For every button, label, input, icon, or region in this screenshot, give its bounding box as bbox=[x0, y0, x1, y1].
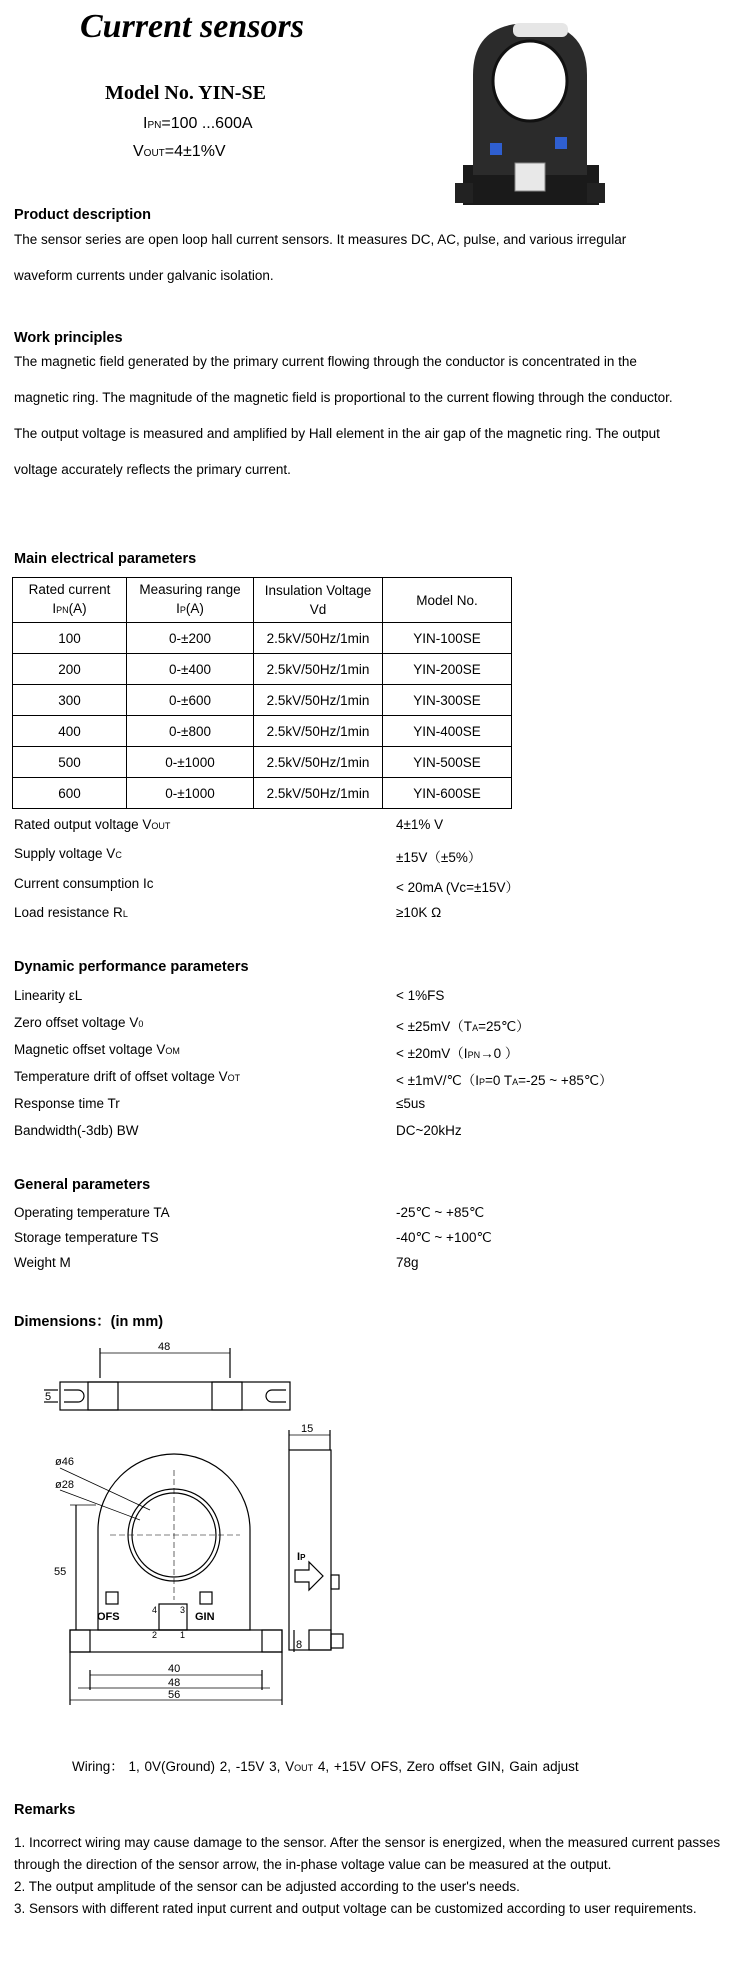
param-label: Supply voltage VC bbox=[14, 846, 122, 861]
dim-55: 55 bbox=[54, 1566, 67, 1578]
th-model-no: Model No. bbox=[383, 578, 512, 623]
remark-item: 3. Sensors with different rated input current and output voltage can be customized according to user requirements. bbox=[14, 1901, 697, 1916]
th-insulation-voltage: Insulation Voltage Vd bbox=[254, 578, 383, 623]
param-value: DC~20kHz bbox=[396, 1123, 462, 1138]
param-label: Current consumption Ic bbox=[14, 876, 154, 891]
gin-label: GIN bbox=[195, 1611, 215, 1623]
side-view bbox=[275, 1410, 355, 1680]
param-value: 78g bbox=[396, 1255, 419, 1270]
param-label: Bandwidth(-3db) BW bbox=[14, 1123, 139, 1138]
th-rated-current: Rated current IPN(A) bbox=[13, 578, 127, 623]
param-label: Zero offset voltage V0 bbox=[14, 1015, 144, 1030]
table-row: 600 0-±1000 2.5kV/50Hz/1min YIN-600SE bbox=[13, 778, 512, 809]
product-description-text: The sensor series are open loop hall current sensors. It measures DC, AC, pulse, and various irregular waveform currents under galvanic isolation. bbox=[14, 232, 627, 283]
sensor-photo bbox=[455, 15, 605, 210]
dim-40: 40 bbox=[168, 1663, 181, 1675]
dim-48: 48 bbox=[168, 1677, 181, 1689]
ip-arrow-label: IP bbox=[297, 1551, 306, 1563]
param-value: 4±1% V bbox=[396, 817, 444, 832]
table-row: 100 0-±200 2.5kV/50Hz/1min YIN-100SE bbox=[13, 623, 512, 654]
ipn-spec: IPN=100 ...600A bbox=[143, 115, 253, 132]
table-row: 300 0-±600 2.5kV/50Hz/1min YIN-300SE bbox=[13, 685, 512, 716]
wiring-note: Wiring： 1, 0V(Ground) 2, -15V 3, VOUT 4, +15V OFS, Zero offset GIN, Gain adjust bbox=[72, 1759, 579, 1774]
remarks-heading: Remarks bbox=[14, 1802, 76, 1818]
param-label: Rated output voltage VOUT bbox=[14, 817, 171, 832]
param-label: Magnetic offset voltage VOM bbox=[14, 1042, 180, 1057]
gin-potentiometer bbox=[555, 137, 567, 149]
remark-item: 2. The output amplitude of the sensor can be adjusted according to the user's needs. bbox=[14, 1879, 520, 1894]
remark-item: 1. Incorrect wiring may cause damage to the sensor. After the sensor is energized, when the measured current passes through the direction of the sensor arrow, the in-phase voltage value can be measured at the output. bbox=[14, 1835, 721, 1872]
sensor-label-strip bbox=[513, 23, 568, 37]
table-row: 200 0-±400 2.5kV/50Hz/1min YIN-200SE bbox=[13, 654, 512, 685]
main-params-table bbox=[12, 577, 512, 809]
dim-56: 56 bbox=[168, 1689, 181, 1701]
param-value: < ±20mV（IPN→0 ） bbox=[396, 1046, 519, 1061]
sensor-aperture bbox=[493, 41, 567, 121]
dim-48-top: 48 bbox=[158, 1341, 171, 1353]
page-title: Current sensors bbox=[80, 8, 304, 45]
param-value: < 1%FS bbox=[396, 988, 445, 1003]
general-params-heading: General parameters bbox=[14, 1177, 151, 1193]
dim-d28: ø28 bbox=[55, 1479, 74, 1491]
work-principles-heading: Work principles bbox=[14, 330, 123, 346]
table-row: 500 0-±1000 2.5kV/50Hz/1min YIN-500SE bbox=[13, 747, 512, 778]
param-value: < ±25mV（TA=25℃） bbox=[396, 1019, 530, 1034]
param-label: Load resistance RL bbox=[14, 905, 128, 920]
work-principles-text: The magnetic field generated by the primary current flowing through the conductor is concentrated in the magnetic ring. The magnitude of the magnetic field is proportional to the current flowing through the conductor. The output voltage is measured and amplified by Hall element in the air gap of the magnetic ring. The output voltage accurately reflects the primary current. bbox=[14, 354, 673, 477]
dim-15: 15 bbox=[301, 1423, 314, 1435]
param-label: Storage temperature TS bbox=[14, 1230, 159, 1245]
param-value: ≥10K Ω bbox=[396, 905, 442, 920]
sensor-right-foot bbox=[587, 183, 605, 203]
remarks-list bbox=[14, 1832, 734, 1920]
dim-8: 8 bbox=[296, 1639, 303, 1651]
param-label: Response time Tr bbox=[14, 1096, 120, 1111]
param-value: ±15V（±5%） bbox=[396, 850, 482, 865]
pin-3: 3 bbox=[180, 1605, 186, 1615]
dimensions-heading: Dimensions：(in mm) bbox=[14, 1314, 164, 1330]
sensor-left-foot bbox=[455, 183, 473, 203]
vout-spec: VOUT=4±1%V bbox=[133, 143, 226, 160]
param-value: ≤5us bbox=[396, 1096, 426, 1111]
param-label: Linearity εL bbox=[14, 988, 83, 1003]
param-label: Weight M bbox=[14, 1255, 71, 1270]
param-value: -25℃ ~ +85℃ bbox=[396, 1205, 485, 1220]
ofs-potentiometer bbox=[490, 143, 502, 155]
param-value: -40℃ ~ +100℃ bbox=[396, 1230, 492, 1245]
th-measuring-range: Measuring range IP(A) bbox=[127, 578, 254, 623]
pin-1: 1 bbox=[180, 1630, 186, 1640]
table-row: 400 0-±800 2.5kV/50Hz/1min YIN-400SE bbox=[13, 716, 512, 747]
param-label: Operating temperature TA bbox=[14, 1205, 170, 1220]
top-view bbox=[44, 1348, 290, 1410]
sensor-connector bbox=[515, 163, 545, 191]
ofs-label: OFS bbox=[97, 1611, 120, 1623]
dim-d46: ø46 bbox=[55, 1456, 74, 1468]
param-value: < 20mA (Vc=±15V） bbox=[396, 880, 519, 895]
model-number: Model No. YIN-SE bbox=[105, 82, 266, 104]
dim-5: 5 bbox=[45, 1391, 52, 1403]
main-params-heading: Main electrical parameters bbox=[14, 551, 197, 567]
param-label: Temperature drift of offset voltage VOT bbox=[14, 1069, 241, 1084]
pin-4: 4 bbox=[152, 1605, 158, 1615]
pin-2: 2 bbox=[152, 1630, 158, 1640]
dynamic-params-heading: Dynamic performance parameters bbox=[14, 959, 249, 975]
param-value: < ±1mV/℃（IP=0 TA=-25 ~ +85℃） bbox=[396, 1073, 613, 1088]
product-description-heading: Product description bbox=[14, 207, 151, 223]
